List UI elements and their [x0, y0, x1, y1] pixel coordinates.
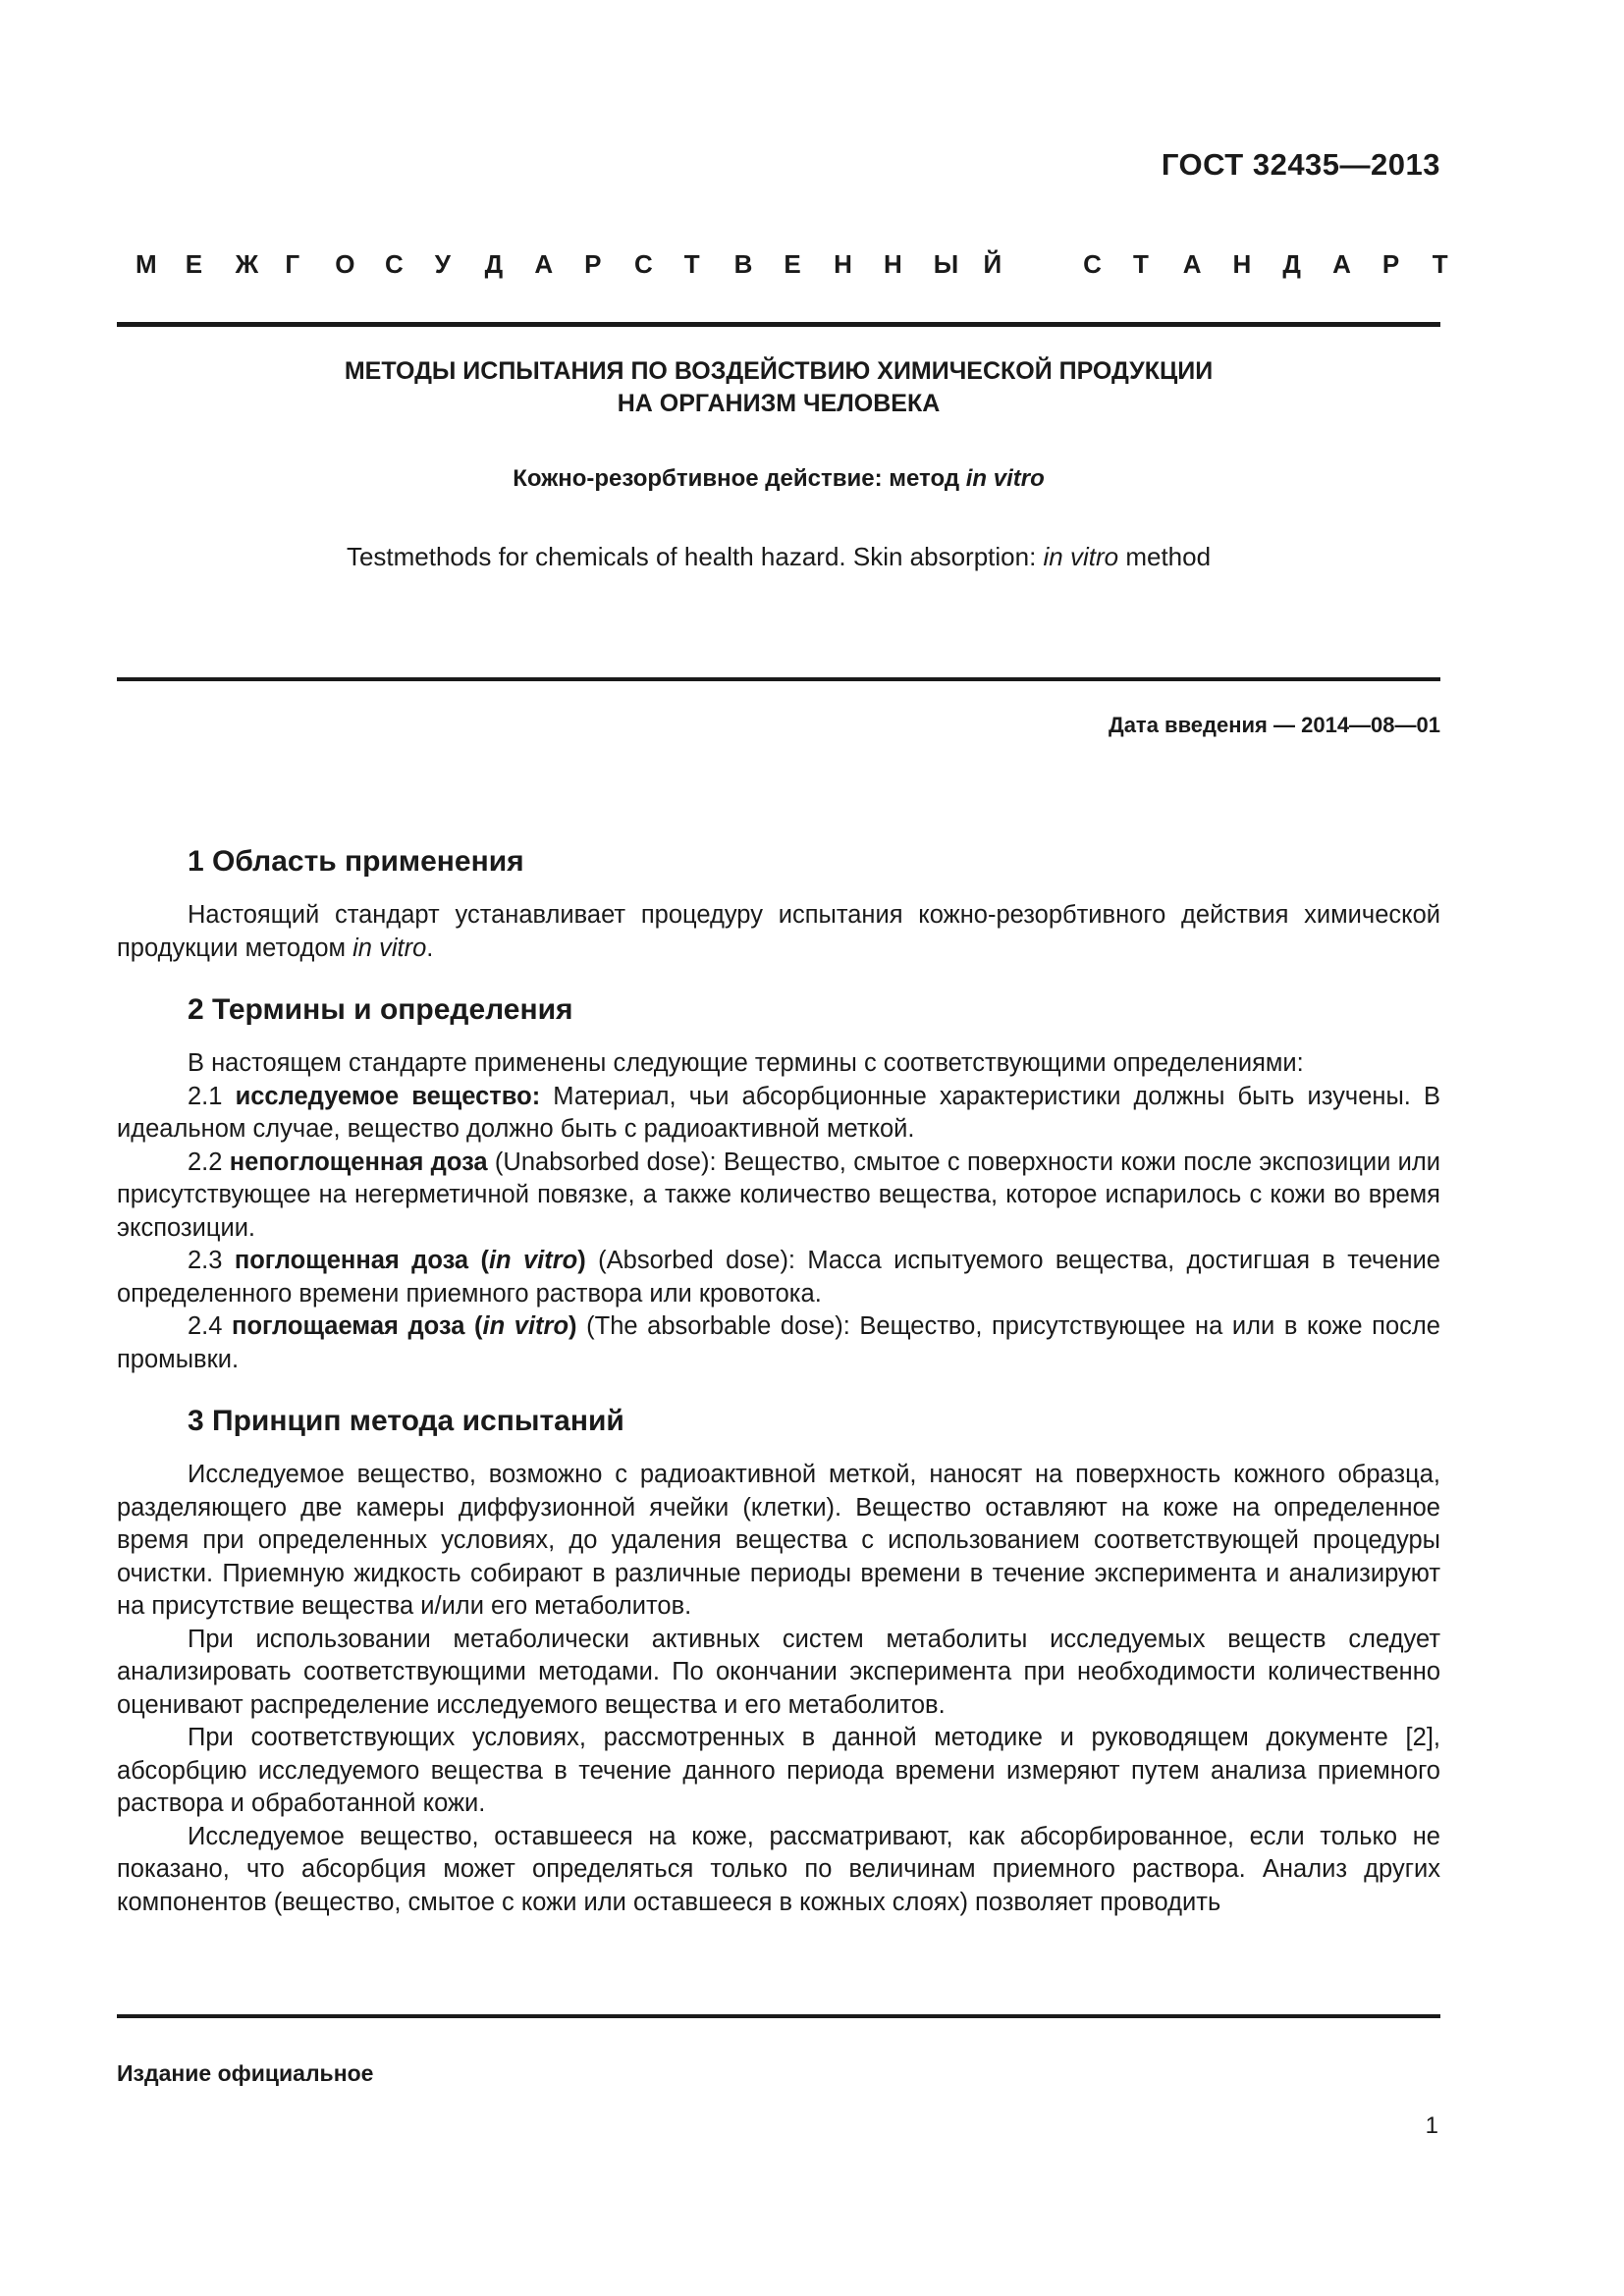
paragraph: Исследуемое вещество, оставшееся на коже, рассматривают, как абсорбированное, если только не показано, что абсорбция может определяться только по величинам приемного раствора. Анализ других компонентов (вещество, смытое с кожи или оставшееся в кожных слоях) позволяет проводить — [117, 1822, 1440, 1916]
english-title-tail: method — [1118, 542, 1212, 571]
section-heading: 1 Область применения — [188, 845, 524, 878]
term-definition: Материал, чьи абсорбционные характеристики должны быть изучены. В идеальном случае, вещество должно быть с радиоактивной меткой. — [117, 1082, 1440, 1143]
text: . — [426, 934, 434, 962]
footer-rule — [117, 2014, 1440, 2018]
paragraph: При соответствующих условиях, рассмотренных в данной методике и руководящем документе [2], абсорбцию исследуемого вещества в течение данного периода времени измеряют путем анализа приемного раствора и обработанной кожи. — [117, 1724, 1440, 1817]
standard-number: ГОСТ 32435—2013 — [1161, 147, 1440, 182]
title-line-2: НА ОРГАНИЗМ ЧЕЛОВЕКА — [617, 390, 941, 417]
term-definition: (Unabsorbed dose): Вещество, смытое с поверхности кожи после экспозиции или присутствующее на негерметичной повязке, а также количество вещества, которое испарилось с кожи во время экспозиции. — [117, 1148, 1440, 1242]
italic-text: in vitro — [482, 1312, 569, 1340]
paragraph: При использовании метаболически активных систем метаболиты исследуемых веществ следует анализировать соответствующими методами. По окончании эксперимента при необходимости количественно оценивают распределение исследуемого вещества и его метаболитов. — [117, 1625, 1440, 1719]
title-rule — [117, 677, 1440, 681]
paragraph — [117, 899, 1440, 965]
term-name — [235, 1247, 586, 1274]
english-title-italic: in vitro — [1043, 542, 1119, 571]
subtitle-text: Кожно-резорбтивное действие: метод — [513, 465, 966, 492]
interstate-standard-banner: М Е Ж Г О С У Д А Р С Т В Е Н Н Ы Й С Т А Н Д А Р Т — [135, 249, 1448, 279]
introduction-date: Дата введения — 2014—08—01 — [1109, 713, 1440, 737]
term-2-4 — [117, 1310, 1440, 1376]
text: поглощенная доза ( — [234, 1247, 489, 1274]
english-title — [117, 542, 1440, 572]
term-2-2 — [117, 1147, 1440, 1246]
title-line-1: МЕТОДЫ ИСПЫТАНИЯ ПО ВОЗДЕЙСТВИЮ ХИМИЧЕСКОЙ ПРОДУКЦИИ — [344, 357, 1214, 385]
section-heading: 2 Термины и определения — [188, 993, 573, 1026]
text: Настоящий стандарт устанавливает процедуру испытания кожно-резорбтивного действия химической продукции методом — [117, 901, 1440, 962]
document-subtitle — [117, 465, 1440, 493]
term-name: непоглощенная доза — [229, 1148, 488, 1176]
text: ) — [577, 1247, 586, 1274]
document-body — [117, 842, 1440, 1945]
header-rule — [117, 322, 1440, 327]
document-title — [117, 355, 1440, 420]
term-number: 2.1 — [188, 1082, 236, 1110]
term-2-1 — [117, 1081, 1440, 1147]
term-name: исследуемое вещество: — [235, 1082, 541, 1110]
term-name — [232, 1312, 576, 1340]
section-2 — [117, 990, 1440, 1376]
term-number: 2.4 — [188, 1312, 233, 1340]
official-edition-note: Издание официальное — [117, 2060, 374, 2086]
section-1 — [117, 842, 1440, 965]
italic-text: in vitro — [352, 934, 427, 962]
term-definition: (Absorbed dose): Масса испытуемого вещества, достигшая в течение определенного времени приемного раствора или кровотока. — [117, 1247, 1440, 1308]
term-definition: (The absorbable dose): Вещество, присутствующее на или в коже после промывки. — [117, 1312, 1440, 1373]
section-3 — [117, 1402, 1440, 1919]
text: ) — [568, 1312, 577, 1340]
english-title-text: Testmethods for chemicals of health hazard. Skin absorption: — [346, 542, 1044, 571]
text: поглощаемая доза ( — [232, 1312, 483, 1340]
term-number: 2.2 — [188, 1148, 230, 1176]
subtitle-italic: in vitro — [965, 465, 1045, 492]
page-number: 1 — [1425, 2112, 1438, 2139]
section-heading: 3 Принцип метода испытаний — [188, 1405, 624, 1437]
term-2-3 — [117, 1245, 1440, 1310]
paragraph: Исследуемое вещество, возможно с радиоактивной меткой, наносят на поверхность кожного образца, разделяющего две камеры диффузионной ячейки (клетки). Вещество оставляют на коже на определенное время при определенных условиях, до удаления вещества с использованием соответствующей процедуры очистки. Приемную жидкость собирают в различные периоды времени в течение эксперимента и анализируют на присутствие вещества и/или его метаболитов. — [117, 1461, 1440, 1620]
paragraph: В настоящем стандарте применены следующие термины с соответствующими определениями: — [188, 1049, 1304, 1077]
italic-text: in vitro — [488, 1247, 578, 1274]
term-number: 2.3 — [188, 1247, 235, 1274]
